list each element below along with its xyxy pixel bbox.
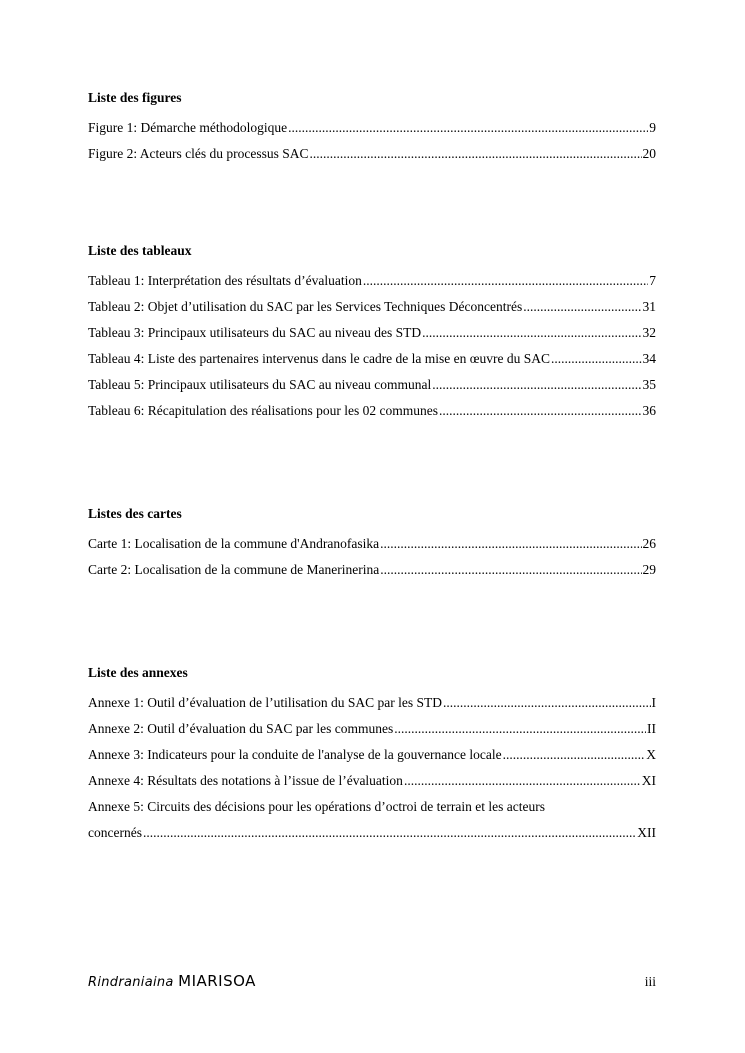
entry-page: II xyxy=(647,721,656,736)
entry-text: Figure 1: Démarche méthodologique xyxy=(88,120,288,135)
author-last-name: MIARISOA xyxy=(178,972,256,990)
entry-page: XI xyxy=(641,773,656,788)
toc-entry[interactable] xyxy=(88,695,656,721)
toc-entry[interactable] xyxy=(88,325,656,351)
entry-page: 20 xyxy=(642,146,656,161)
dot-leader xyxy=(394,721,646,737)
annexes-section xyxy=(88,665,656,851)
toc-entry[interactable] xyxy=(88,351,656,377)
dot-leader xyxy=(380,562,641,578)
toc-entry[interactable] xyxy=(88,536,656,562)
entry-page: I xyxy=(651,695,656,710)
dot-leader xyxy=(551,351,641,367)
figures-title: Liste des figures xyxy=(88,90,182,105)
entry-text: concernés xyxy=(88,825,142,840)
toc-entry-wrapped-line[interactable]: Annexe 5: Circuits des décisions pour les opérations d’octroi de terrain et les acteurs xyxy=(88,799,545,814)
entry-page: 34 xyxy=(642,351,656,366)
author-name xyxy=(88,972,256,990)
dot-leader xyxy=(288,120,648,136)
entry-text: Tableau 6: Récapitulation des réalisations pour les 02 communes xyxy=(88,403,438,418)
entry-text: Annexe 1: Outil d’évaluation de l’utilisation du SAC par les STD xyxy=(88,695,442,710)
page-number: iii xyxy=(644,974,656,989)
entry-text: Carte 2: Localisation de la commune de Manerinerina xyxy=(88,562,380,577)
dot-leader xyxy=(309,146,641,162)
dot-leader xyxy=(523,299,641,315)
maps-title: Listes des cartes xyxy=(88,506,182,521)
entry-text: Tableau 4: Liste des partenaires intervenus dans le cadre de la mise en œuvre du SAC xyxy=(88,351,551,366)
entry-text: Tableau 3: Principaux utilisateurs du SAC au niveau des STD xyxy=(88,325,422,340)
dot-leader xyxy=(443,695,651,711)
dot-leader xyxy=(380,536,641,552)
entry-page: 29 xyxy=(642,562,656,577)
toc-entry[interactable] xyxy=(88,403,656,429)
entry-text: Carte 1: Localisation de la commune d'Andranofasika xyxy=(88,536,380,551)
page-footer xyxy=(88,972,656,990)
entry-page: 35 xyxy=(642,377,656,392)
entry-page: 9 xyxy=(649,120,656,135)
toc-entry[interactable] xyxy=(88,562,656,588)
toc-entry[interactable] xyxy=(88,146,656,172)
toc-entry[interactable] xyxy=(88,299,656,325)
dot-leader xyxy=(422,325,641,341)
toc-entry[interactable] xyxy=(88,747,656,773)
entry-page: 31 xyxy=(642,299,656,314)
entry-page: 36 xyxy=(642,403,656,418)
toc-entry[interactable] xyxy=(88,721,656,747)
tables-section xyxy=(88,243,656,429)
entry-text: Tableau 1: Interprétation des résultats d’évaluation xyxy=(88,273,362,288)
maps-section xyxy=(88,506,656,588)
dot-leader xyxy=(503,747,646,763)
entry-page: XII xyxy=(637,825,656,840)
toc-entry[interactable] xyxy=(88,825,656,851)
entry-page: 26 xyxy=(642,536,656,551)
entry-text: Tableau 5: Principaux utilisateurs du SAC au niveau communal xyxy=(88,377,432,392)
dot-leader xyxy=(363,273,648,289)
dot-leader xyxy=(439,403,642,419)
author-first-name: Rindraniaina xyxy=(88,975,174,990)
dot-leader xyxy=(143,825,636,841)
entry-text: Annexe 3: Indicateurs pour la conduite de l'analyse de la gouvernance locale xyxy=(88,747,502,762)
entry-text: Tableau 2: Objet d’utilisation du SAC par les Services Techniques Déconcentrés xyxy=(88,299,523,314)
toc-entry[interactable] xyxy=(88,773,656,799)
tables-title: Liste des tableaux xyxy=(88,243,192,258)
entry-text: Annexe 2: Outil d’évaluation du SAC par les communes xyxy=(88,721,394,736)
figures-section xyxy=(88,90,656,172)
entry-page: 32 xyxy=(642,325,656,340)
toc-entry[interactable] xyxy=(88,273,656,299)
entry-page: 7 xyxy=(649,273,656,288)
dot-leader xyxy=(404,773,641,789)
toc-entry[interactable] xyxy=(88,120,656,146)
entry-text: Annexe 4: Résultats des notations à l’issue de l’évaluation xyxy=(88,773,403,788)
annexes-title: Liste des annexes xyxy=(88,665,188,680)
entry-text: Figure 2: Acteurs clés du processus SAC xyxy=(88,146,309,161)
entry-page: X xyxy=(646,747,656,762)
dot-leader xyxy=(432,377,641,393)
toc-entry[interactable] xyxy=(88,377,656,403)
